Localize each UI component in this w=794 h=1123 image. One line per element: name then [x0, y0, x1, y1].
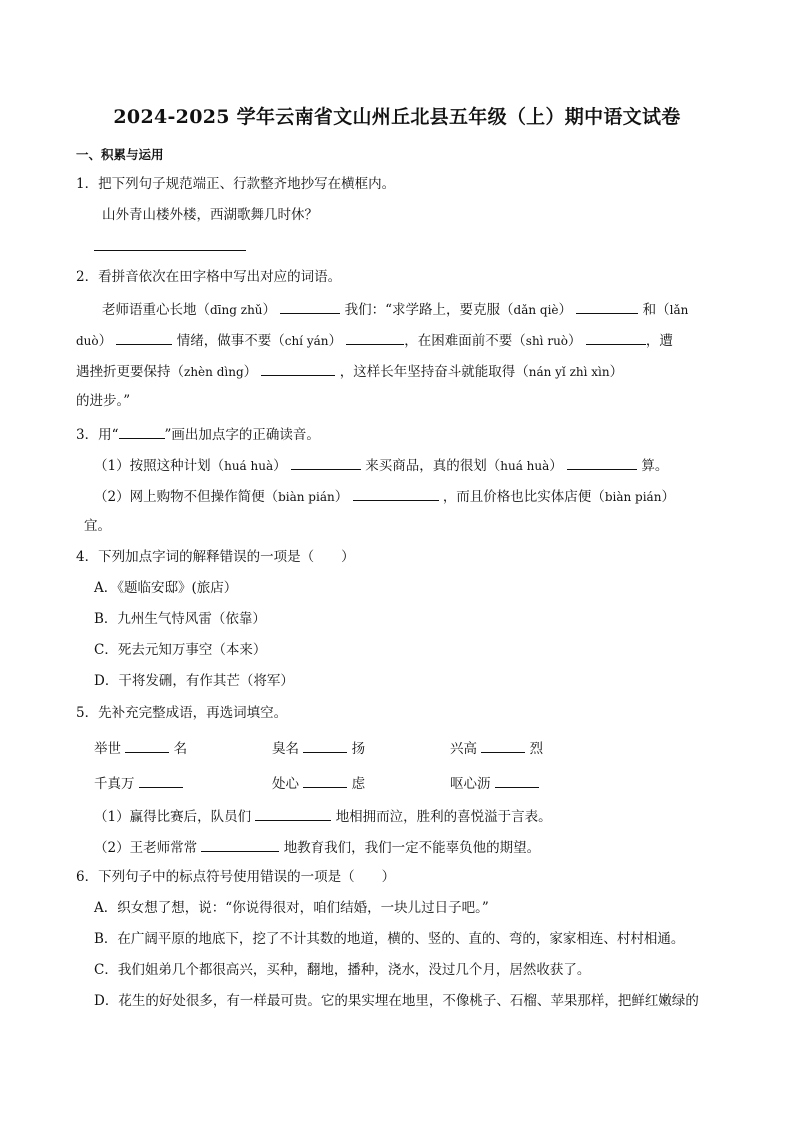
pinyin: dīng zhǔ: [210, 303, 263, 317]
pinyin-options[interactable]: huá huà: [500, 459, 550, 473]
answer-blank[interactable]: [567, 455, 637, 470]
page-title: 2024-2025 学年云南省文山州丘北县五年级（上）期中语文试卷: [113, 106, 681, 128]
answer-blank[interactable]: [586, 330, 646, 345]
question-2-line-2: duò） 情绪，做事不要（chí yán） ，在困难面前不要（shì ruò） ，遭: [76, 330, 673, 350]
answer-blank[interactable]: [291, 455, 361, 470]
question-4-option-a[interactable]: A．《题临安邸》(旅店）: [94, 580, 238, 596]
question-4-option-c[interactable]: C．死去元知万事空（本来）: [94, 642, 267, 658]
answer-blank[interactable]: [261, 361, 335, 376]
question-1-stem: 1．把下列句子规范端正、行款整齐地抄写在横框内。: [76, 176, 396, 192]
question-6-option-a[interactable]: A．织女想了想，说：“你说得很对，咱们结婚，一块儿过日子吧。”: [94, 900, 489, 916]
idiom-5: 处心 虑: [272, 773, 365, 793]
question-3-item-1: （1）按照这种计划（huá huà） 来买商品，真的很划（huá huà） 算。: [94, 455, 668, 475]
question-5-stem: 5．先补充完整成语，再选词填空。: [76, 705, 288, 721]
idiom-4: 千真万: [94, 773, 183, 793]
pinyin: chí yán: [284, 334, 329, 348]
answer-blank[interactable]: [255, 806, 331, 821]
question-4-option-b[interactable]: B．九州生气恃风雷（依靠）: [94, 611, 266, 627]
question-2-line-4: 的进步。”: [76, 393, 131, 409]
question-4-stem: 4．下列加点字词的解释错误的一项是（ ）: [76, 549, 355, 565]
question-3-item-2: （2）网上购物不但操作简便（biàn pián） ，而且价格也比实体店便（biàn pián）: [94, 486, 675, 506]
pinyin: lǎn: [669, 303, 689, 317]
pinyin: duò: [76, 334, 99, 348]
answer-blank[interactable]: [303, 738, 347, 753]
answer-blank[interactable]: [125, 738, 169, 753]
answer-blank[interactable]: [116, 330, 172, 345]
question-6-option-c[interactable]: C．我们姐弟几个都很高兴，买种，翻地，播种，浇水，没过几个月，居然收获了。: [94, 962, 591, 978]
idiom-2: 臭名 扬: [272, 738, 365, 758]
question-2-stem: 2．看拼音依次在田字格中写出对应的词语。: [76, 269, 342, 285]
pinyin: shì ruò: [525, 334, 569, 348]
pinyin: zhèn dìng: [184, 365, 244, 379]
question-4-option-d[interactable]: D．干将发硎，有作其芒（将军）: [94, 673, 294, 689]
answer-blank[interactable]: [576, 299, 638, 314]
answer-blank[interactable]: [495, 773, 539, 788]
question-3-item-2-cont: 宜。: [84, 518, 111, 534]
question-6-option-b[interactable]: B．在广阔平原的地底下，挖了不计其数的地道，横的、竖的、直的、弯的，家家相连、村村相通。: [94, 931, 685, 947]
question-5-sentence-2: （2）王老师常常 地教育我们，我们一定不能辜负他的期望。: [94, 837, 540, 857]
answer-blank[interactable]: [353, 486, 439, 501]
pinyin: dǎn qiè: [513, 303, 559, 317]
answer-blank[interactable]: [139, 773, 183, 788]
section-heading: 一、积累与运用: [76, 147, 164, 162]
question-2-line-1: 老师语重心长地（dīng zhǔ） 我们：“求学路上，要克服（dǎn qiè） 和（lǎn: [102, 299, 688, 319]
question-1-answer-line[interactable]: [94, 236, 246, 256]
answer-blank[interactable]: [201, 837, 279, 852]
idiom-6: 呕心沥: [450, 773, 539, 793]
pinyin-options[interactable]: biàn pián: [604, 490, 662, 504]
question-5-sentence-1: （1）赢得比赛后，队员们 地相拥而泣，胜利的喜悦溢于言表。: [94, 806, 552, 826]
answer-blank[interactable]: [346, 330, 404, 345]
idiom-1: 举世 名: [94, 738, 187, 758]
question-3-stem: 3．用“ ”画出加点字的正确读音。: [76, 424, 320, 444]
pinyin: nán yǐ zhì xìn: [528, 365, 610, 379]
answer-blank[interactable]: [280, 299, 340, 314]
answer-blank[interactable]: [481, 738, 525, 753]
question-6-option-d[interactable]: D．花生的好处很多，有一样最可贵。它的果实埋在地里，不像桃子、石榴、苹果那样，把鲜红嫩绿的: [94, 993, 699, 1009]
pinyin-options[interactable]: huá huà: [224, 459, 274, 473]
answer-blank[interactable]: [303, 773, 347, 788]
idiom-3: 兴高 烈: [450, 738, 543, 758]
question-1-sentence: 山外青山楼外楼，西湖歌舞几时休？: [102, 207, 318, 223]
pinyin-options[interactable]: biàn pián: [278, 490, 335, 504]
underline-sample: [119, 424, 165, 439]
question-6-stem: 6．下列句子中的标点符号使用错误的一项是（ ）: [76, 869, 396, 885]
question-2-line-3: 遇挫折更要保持（zhèn dìng） ，这样长年坚持奋斗就能取得（nán yǐ zhì xìn）: [76, 361, 623, 381]
